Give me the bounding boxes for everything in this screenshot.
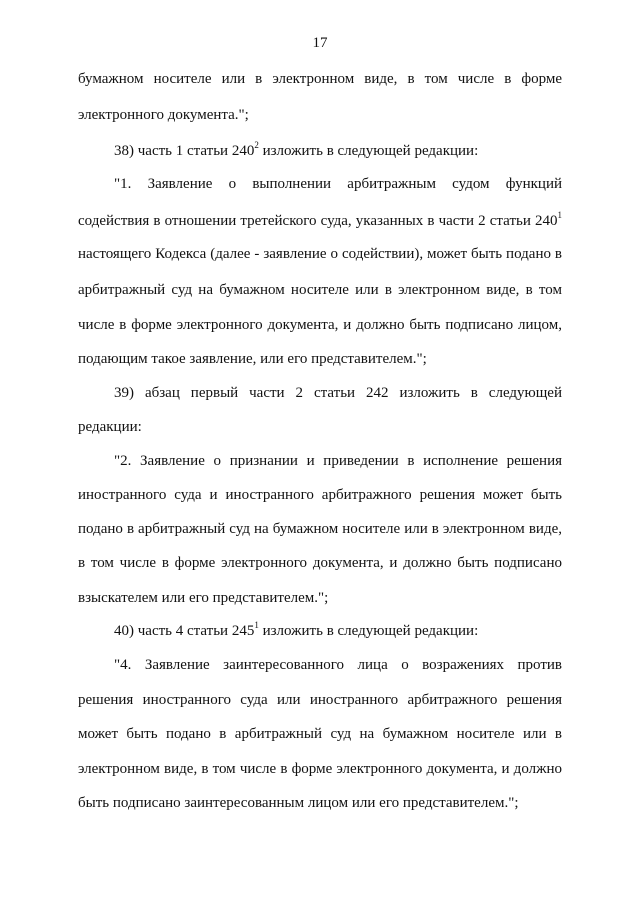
- text-line-8: числе в форме электронного документа, и должно быть подписано лицом,: [78, 317, 562, 333]
- item-38-superscript: 2: [254, 140, 259, 150]
- text-line-6: настоящего Кодекса (далее - заявление о содействии), может быть подано в: [78, 246, 562, 262]
- page-number: 17: [312, 35, 328, 51]
- text-line-13: иностранного суда и иностранного арбитражного решения может быть: [78, 487, 562, 503]
- item-40-rest: изложить в следующей редакции:: [258, 623, 479, 639]
- text-line-14: подано в арбитражный суд на бумажном носителе или в электронном виде,: [78, 521, 562, 537]
- text-line-7: арбитражный суд на бумажном носителе или в электронном виде, в том: [78, 282, 562, 298]
- text-line-22: быть подписано заинтересованным лицом или его представителем.";: [78, 795, 519, 811]
- item-40-heading: [114, 622, 562, 640]
- text-line-9: подающим такое заявление, или его представителем.";: [78, 351, 427, 367]
- text-line-19: решения иностранного суда или иностранного арбитражного решения: [78, 692, 562, 708]
- text-line-16: взыскателем или его представителем.";: [78, 590, 329, 606]
- text-line-4: "1. Заявление о выполнении арбитражным судом функций: [114, 176, 562, 192]
- item-38-rest: изложить в следующей редакции:: [258, 143, 479, 159]
- item-38-heading: [114, 142, 562, 160]
- text-line-5-main: содействия в отношении третейского суда, указанных в части 2 статьи 240: [78, 213, 558, 229]
- text-line-1: бумажном носителе или в электронном виде, в том числе в форме: [78, 71, 562, 87]
- text-line-5-superscript: 1: [557, 210, 562, 220]
- text-line-5: [78, 212, 562, 230]
- text-line-2: электронного документа.";: [78, 107, 249, 123]
- item-40-superscript: 1: [254, 620, 259, 630]
- item-40-text: 40) часть 4 статьи 245: [114, 623, 255, 639]
- item-39-heading: 39) абзац первый части 2 статьи 242 изложить в следующей: [114, 385, 562, 401]
- text-line-20: может быть подано в арбитражный суд на бумажном носителе или в: [78, 726, 562, 742]
- text-line-21: электронном виде, в том числе в форме электронного документа, и должно: [78, 761, 562, 777]
- text-line-15: в том числе в форме электронного документа, и должно быть подписано: [78, 555, 562, 571]
- text-line-11: редакции:: [78, 419, 142, 435]
- text-line-12: "2. Заявление о признании и приведении в исполнение решения: [114, 453, 562, 469]
- text-line-18: "4. Заявление заинтересованного лица о возражениях против: [114, 657, 562, 673]
- item-38-text: 38) часть 1 статьи 240: [114, 143, 255, 159]
